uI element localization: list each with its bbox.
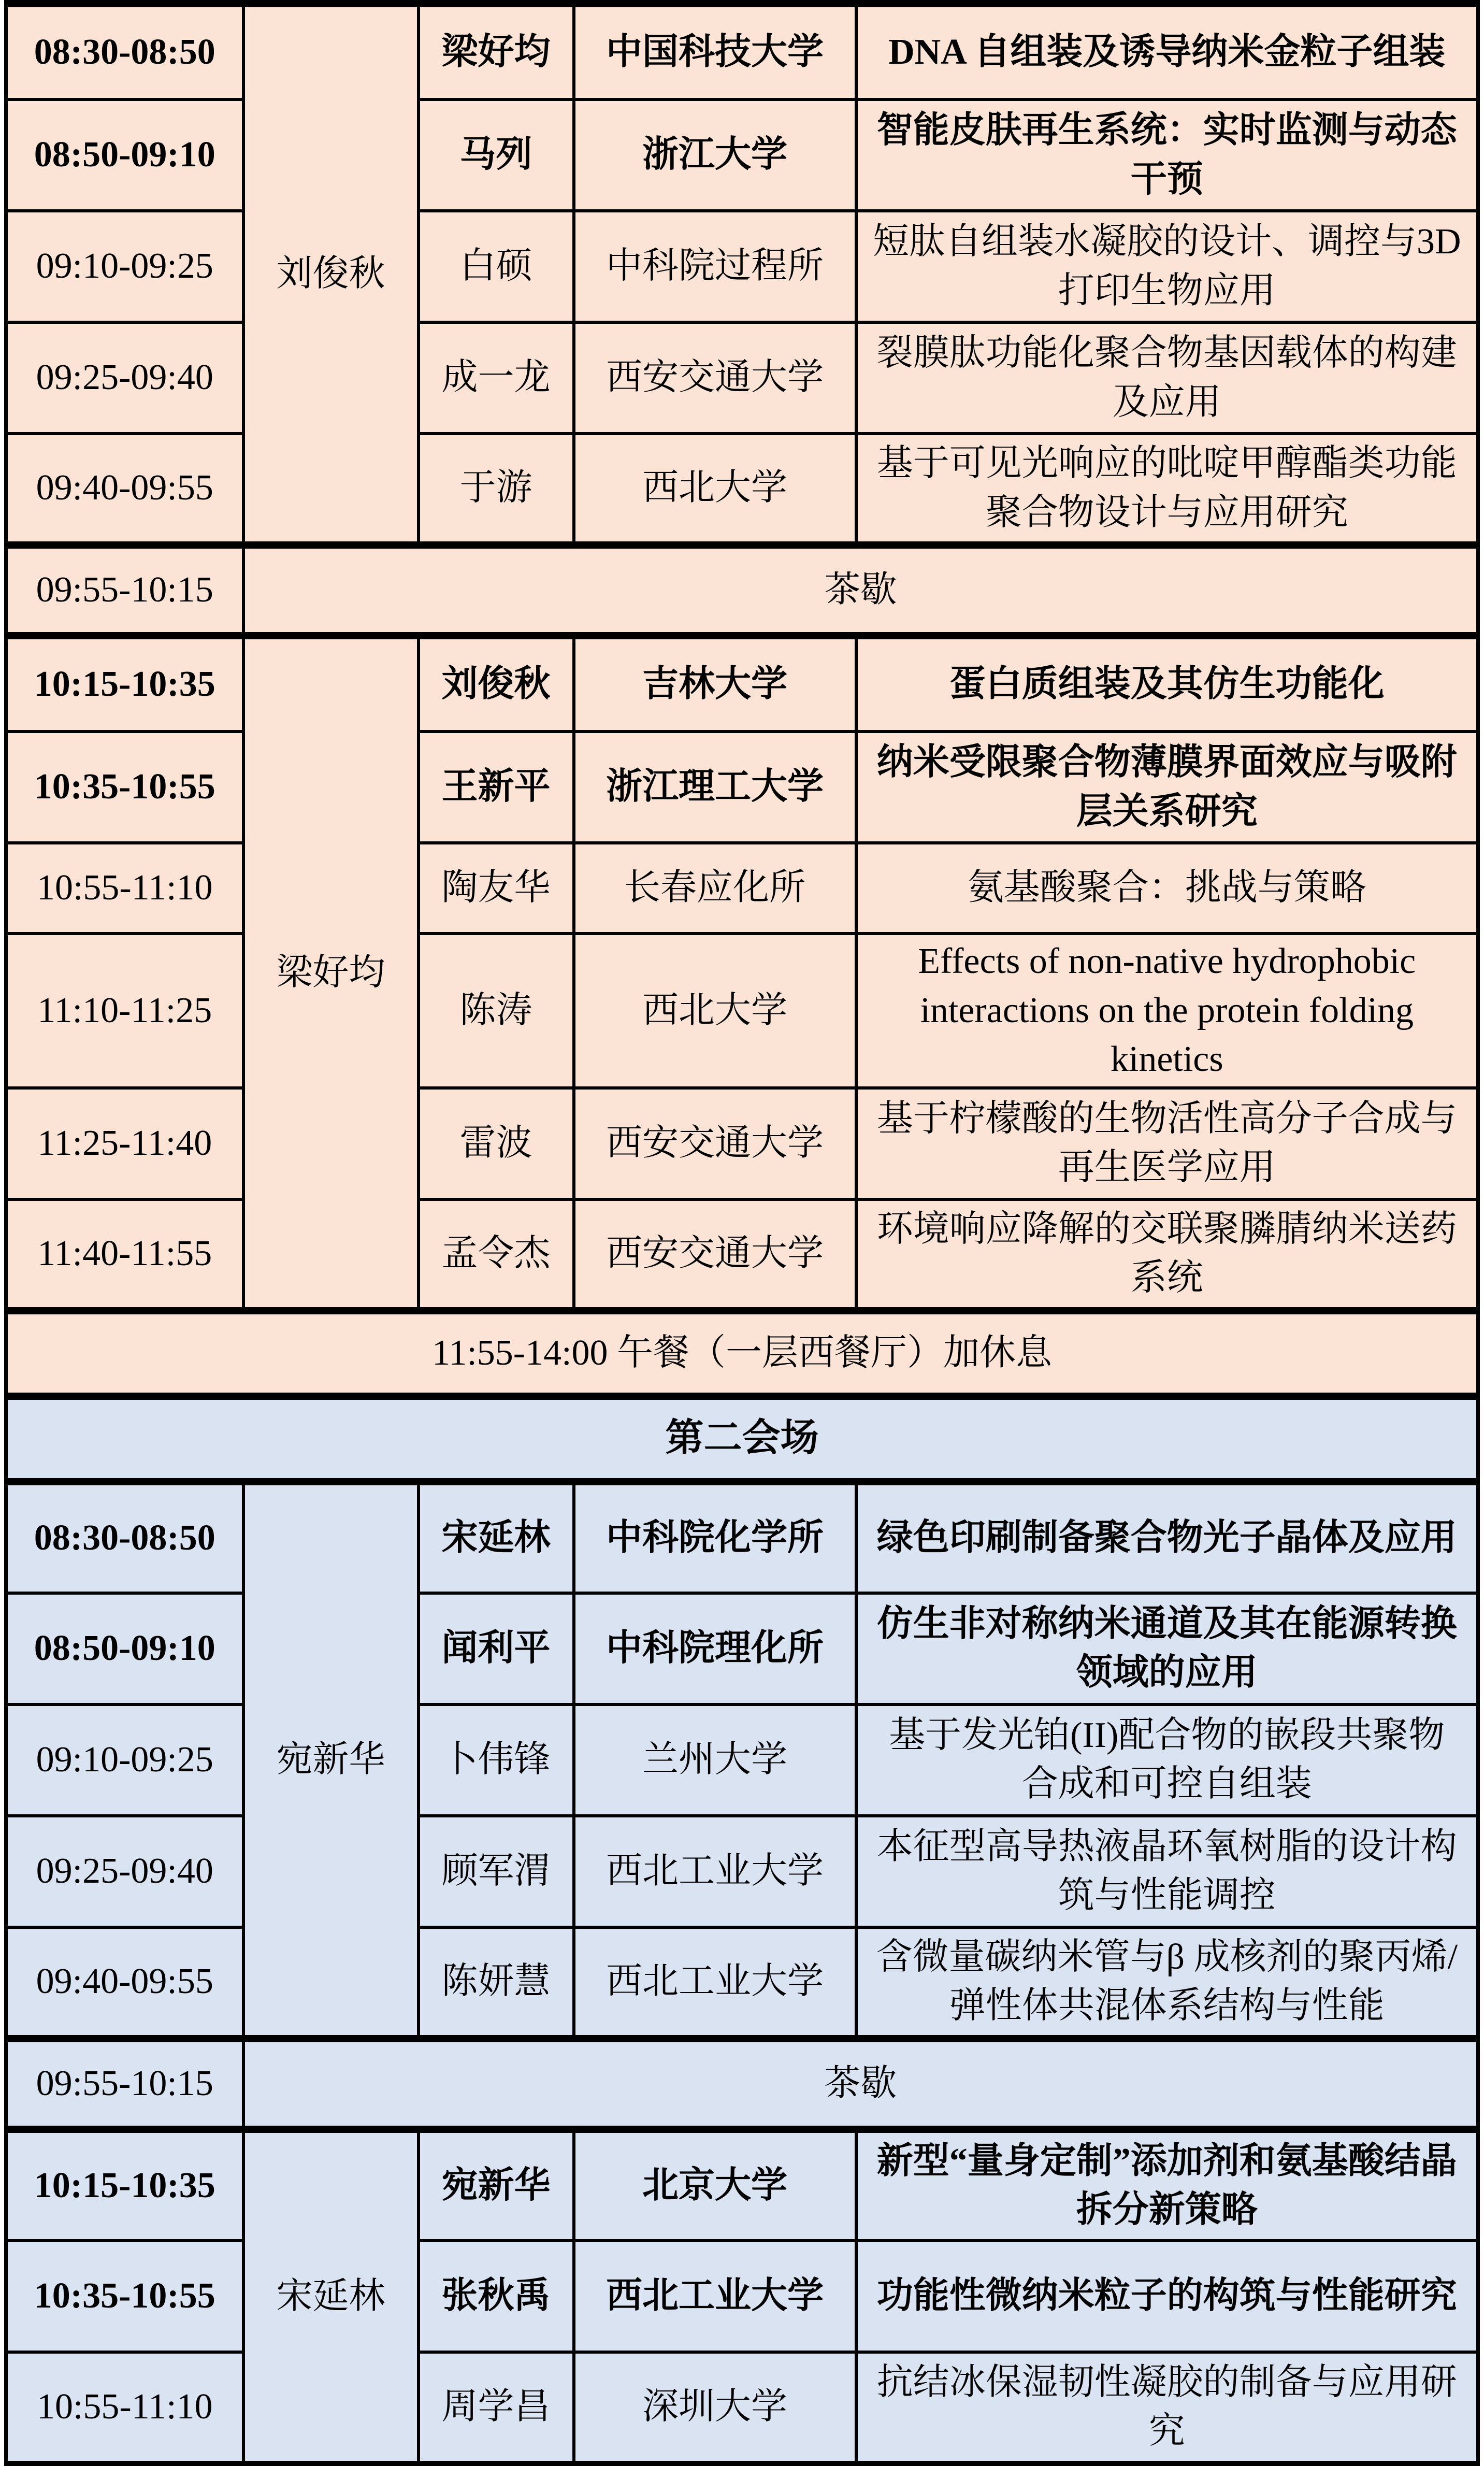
speaker-cell: 周学昌: [419, 2352, 574, 2463]
title-cell: Effects of non-native hydrophobic interactions on the protein folding kinetics: [856, 934, 1478, 1088]
title-cell: 基于发光铂(II)配合物的嵌段共聚物合成和可控自组装: [856, 1704, 1478, 1816]
title-cell: 环境响应降解的交联聚膦腈纳米送药系统: [856, 1199, 1478, 1311]
speaker-cell: 于游: [419, 434, 574, 545]
affiliation-cell: 浙江大学: [574, 99, 856, 211]
session-header: 第二会场: [6, 1396, 1478, 1482]
speaker-cell: 成一龙: [419, 322, 574, 434]
talk-row: [6, 1088, 1478, 1199]
session-header-row: [6, 1396, 1478, 1482]
talk-row: [6, 1927, 1478, 2039]
chair-cell: 梁好均: [243, 636, 419, 1311]
time-cell: 10:35-10:55: [6, 732, 243, 843]
time-cell: 11:25-11:40: [6, 1088, 243, 1199]
talk-row: [6, 732, 1478, 843]
talk-row: [6, 843, 1478, 934]
speaker-cell: 孟令杰: [419, 1199, 574, 1311]
affiliation-cell: 中科院化学所: [574, 1482, 856, 1593]
time-cell: 10:55-11:10: [6, 843, 243, 934]
time-cell: 08:50-09:10: [6, 1593, 243, 1704]
speaker-cell: 陶友华: [419, 843, 574, 934]
title-cell: 蛋白质组装及其仿生功能化: [856, 636, 1478, 732]
talk-row: [6, 1482, 1478, 1593]
talk-row: [6, 1816, 1478, 1927]
time-cell: 10:55-11:10: [6, 2352, 243, 2463]
affiliation-cell: 兰州大学: [574, 1704, 856, 1816]
title-cell: 功能性微纳米粒子的构筑与性能研究: [856, 2241, 1478, 2352]
talk-row: [6, 434, 1478, 545]
affiliation-cell: 西安交通大学: [574, 1088, 856, 1199]
affiliation-cell: 吉林大学: [574, 636, 856, 732]
speaker-cell: 马列: [419, 99, 574, 211]
title-cell: 抗结冰保湿韧性凝胶的制备与应用研究: [856, 2352, 1478, 2463]
time-cell: 09:55-10:15: [6, 545, 243, 636]
conference-schedule-table: [4, 0, 1480, 2466]
talk-row: [6, 934, 1478, 1088]
affiliation-cell: 西北工业大学: [574, 1816, 856, 1927]
talk-row: [6, 211, 1478, 322]
time-cell: 11:10-11:25: [6, 934, 243, 1088]
time-cell: 09:10-09:25: [6, 211, 243, 322]
title-cell: 智能皮肤再生系统：实时监测与动态干预: [856, 99, 1478, 211]
speaker-cell: 张秋禹: [419, 2241, 574, 2352]
affiliation-cell: 浙江理工大学: [574, 732, 856, 843]
tea-break-label: 茶歇: [243, 2039, 1478, 2129]
chair-cell: 刘俊秋: [243, 4, 419, 545]
affiliation-cell: 中科院过程所: [574, 211, 856, 322]
speaker-cell: 刘俊秋: [419, 636, 574, 732]
affiliation-cell: 中科院理化所: [574, 1593, 856, 1704]
tea-break-row: [6, 2039, 1478, 2129]
affiliation-cell: 长春应化所: [574, 843, 856, 934]
title-cell: 基于可见光响应的吡啶甲醇酯类功能聚合物设计与应用研究: [856, 434, 1478, 545]
time-cell: 11:40-11:55: [6, 1199, 243, 1311]
time-cell: 09:40-09:55: [6, 1927, 243, 2039]
time-cell: 08:50-09:10: [6, 99, 243, 211]
chair-cell: 宛新华: [243, 1482, 419, 2039]
talk-row: [6, 1593, 1478, 1704]
affiliation-cell: 北京大学: [574, 2129, 856, 2241]
time-cell: 09:10-09:25: [6, 1704, 243, 1816]
speaker-cell: 闻利平: [419, 1593, 574, 1704]
speaker-cell: 雷波: [419, 1088, 574, 1199]
affiliation-cell: 西北工业大学: [574, 2241, 856, 2352]
speaker-cell: 宋延林: [419, 1482, 574, 1593]
time-cell: 10:35-10:55: [6, 2241, 243, 2352]
affiliation-cell: 西北工业大学: [574, 1927, 856, 2039]
talk-row: [6, 2352, 1478, 2463]
title-cell: 仿生非对称纳米通道及其在能源转换领域的应用: [856, 1593, 1478, 1704]
talk-row: [6, 636, 1478, 732]
title-cell: 基于柠檬酸的生物活性高分子合成与再生医学应用: [856, 1088, 1478, 1199]
tea-break-row: [6, 545, 1478, 636]
title-cell: 含微量碳纳米管与β 成核剂的聚丙烯/弹性体共混体系结构与性能: [856, 1927, 1478, 2039]
talk-row: [6, 1199, 1478, 1311]
time-cell: 10:15-10:35: [6, 2129, 243, 2241]
time-cell: 08:30-08:50: [6, 4, 243, 99]
talk-row: [6, 322, 1478, 434]
speaker-cell: 陈妍慧: [419, 1927, 574, 2039]
lunch-row: [6, 1311, 1478, 1396]
talk-row: [6, 2129, 1478, 2241]
speaker-cell: 王新平: [419, 732, 574, 843]
time-cell: 09:40-09:55: [6, 434, 243, 545]
speaker-cell: 白硕: [419, 211, 574, 322]
talk-row: [6, 99, 1478, 211]
lunch-label: 11:55-14:00 午餐（一层西餐厅）加休息: [6, 1311, 1478, 1396]
title-cell: 纳米受限聚合物薄膜界面效应与吸附层关系研究: [856, 732, 1478, 843]
speaker-cell: 陈涛: [419, 934, 574, 1088]
title-cell: 绿色印刷制备聚合物光子晶体及应用: [856, 1482, 1478, 1593]
title-cell: 本征型高导热液晶环氧树脂的设计构筑与性能调控: [856, 1816, 1478, 1927]
title-cell: DNA 自组装及诱导纳米金粒子组装: [856, 4, 1478, 99]
affiliation-cell: 西北大学: [574, 434, 856, 545]
chair-cell: 宋延林: [243, 2129, 419, 2463]
speaker-cell: 顾军渭: [419, 1816, 574, 1927]
time-cell: 10:15-10:35: [6, 636, 243, 732]
title-cell: 新型“量身定制”添加剂和氨基酸结晶拆分新策略: [856, 2129, 1478, 2241]
speaker-cell: 梁好均: [419, 4, 574, 99]
speaker-cell: 卜伟锋: [419, 1704, 574, 1816]
title-cell: 氨基酸聚合：挑战与策略: [856, 843, 1478, 934]
title-cell: 裂膜肽功能化聚合物基因载体的构建及应用: [856, 322, 1478, 434]
affiliation-cell: 深圳大学: [574, 2352, 856, 2463]
affiliation-cell: 西北大学: [574, 934, 856, 1088]
affiliation-cell: 西安交通大学: [574, 1199, 856, 1311]
speaker-cell: 宛新华: [419, 2129, 574, 2241]
time-cell: 08:30-08:50: [6, 1482, 243, 1593]
time-cell: 09:25-09:40: [6, 1816, 243, 1927]
talk-row: [6, 1704, 1478, 1816]
time-cell: 09:55-10:15: [6, 2039, 243, 2129]
title-cell: 短肽自组装水凝胶的设计、调控与3D 打印生物应用: [856, 211, 1478, 322]
time-cell: 09:25-09:40: [6, 322, 243, 434]
affiliation-cell: 中国科技大学: [574, 4, 856, 99]
talk-row: [6, 4, 1478, 99]
talk-row: [6, 2241, 1478, 2352]
tea-break-label: 茶歇: [243, 545, 1478, 636]
affiliation-cell: 西安交通大学: [574, 322, 856, 434]
